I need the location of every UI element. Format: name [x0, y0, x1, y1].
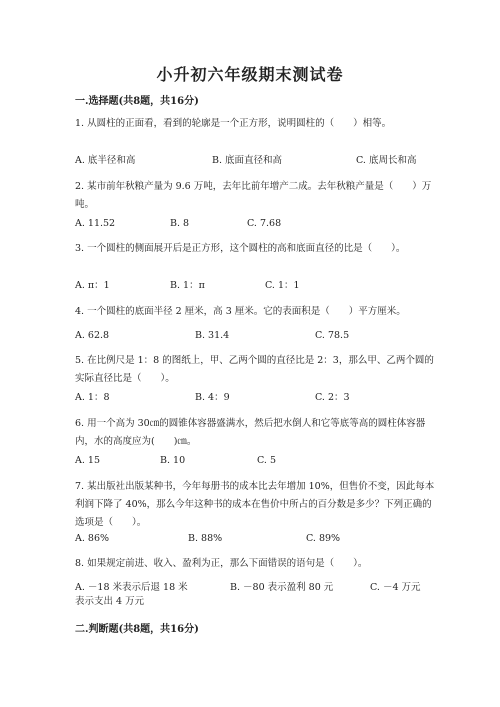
q8-option-a: A. －18 米表示后退 18 米	[75, 582, 188, 593]
q2-option-b: B. 8	[170, 218, 190, 229]
q2-option-c: C. 7.68	[247, 218, 282, 229]
q8-option-b: B. －80 表示盈利 80 元	[230, 582, 334, 593]
question-3: 3. 一个圆柱的侧面展开后是正方形，这个圆柱的高和底面直径的比是（ ）。	[75, 243, 406, 254]
q6-option-b: B. 10	[160, 455, 186, 466]
question-5: 5. 在比例尺是 1：8 的图纸上，甲、乙两个圆的直径比是 2：3，那么甲、乙两个圆的实际直径比是（ ）。	[75, 355, 434, 384]
q3-option-b: B. 1：π	[170, 280, 205, 291]
question-2: 2. 某市前年秋粮产量为 9.6 万吨，去年比前年增产二成。去年秋粮产量是（ ）万吨。	[75, 181, 432, 210]
q1-option-a: A. 底半径和高	[75, 155, 136, 166]
q6-option-a: A. 15	[75, 455, 100, 466]
q5-option-c: C. 2：3	[315, 392, 350, 403]
q1-option-c: C. 底周长和高	[356, 155, 417, 166]
q5-option-b: B. 4：9	[195, 392, 230, 403]
q5-option-a: A. 1：8	[75, 392, 110, 403]
question-1: 1. 从圆柱的正面看，看到的轮廓是一个正方形，说明圆柱的（ ）相等。	[75, 118, 392, 129]
q7-option-c: C. 89%	[306, 533, 341, 544]
question-6: 6. 用一个高为 30㎝的圆锥体容器盛满水，然后把水倒人和它等底等高的圆柱体容器内，水的高度应为( )㎝。	[75, 418, 426, 447]
question-7: 7. 某出版社出版某种书，今年每册书的成本比去年增加 10%，但售价不变，因此每本利润下降了 40%，那么今年这种书的成本在售价中所占的百分数是多少？下列正确的选项是（ ）。	[75, 481, 435, 528]
section-heading-judgement: 二.判断题(共8题，共16分)	[75, 624, 199, 635]
q7-option-a: A. 86%	[75, 533, 110, 544]
q8-option-c: C. －4 万元	[370, 582, 421, 593]
q4-option-c: C. 78.5	[315, 330, 350, 341]
section-heading-choice: 一.选择题(共8题，共16分)	[75, 96, 199, 107]
q3-option-c: C. 1：1	[265, 280, 300, 291]
q4-option-b: B. 31.4	[195, 330, 230, 341]
q2-option-a: A. 11.52	[75, 218, 116, 229]
question-8: 8. 如果规定前进、收入、盈利为正，那么下面错误的语句是（ ）。	[75, 558, 368, 569]
q7-option-b: B. 88%	[188, 533, 223, 544]
question-4: 4. 一个圆柱的底面半径 2 厘米，高 3 厘米。它的表面积是（ ）平方厘米。	[75, 306, 406, 317]
q8-option-c-continued: 表示支出 4 万元	[75, 596, 145, 607]
page-title: 小升初六年级期末测试卷	[156, 65, 344, 84]
q4-option-a: A. 62.8	[75, 330, 110, 341]
q3-option-a: A. π：1	[75, 280, 110, 291]
q6-option-c: C. 5	[257, 455, 277, 466]
q1-option-b: B. 底面直径和高	[212, 155, 283, 166]
